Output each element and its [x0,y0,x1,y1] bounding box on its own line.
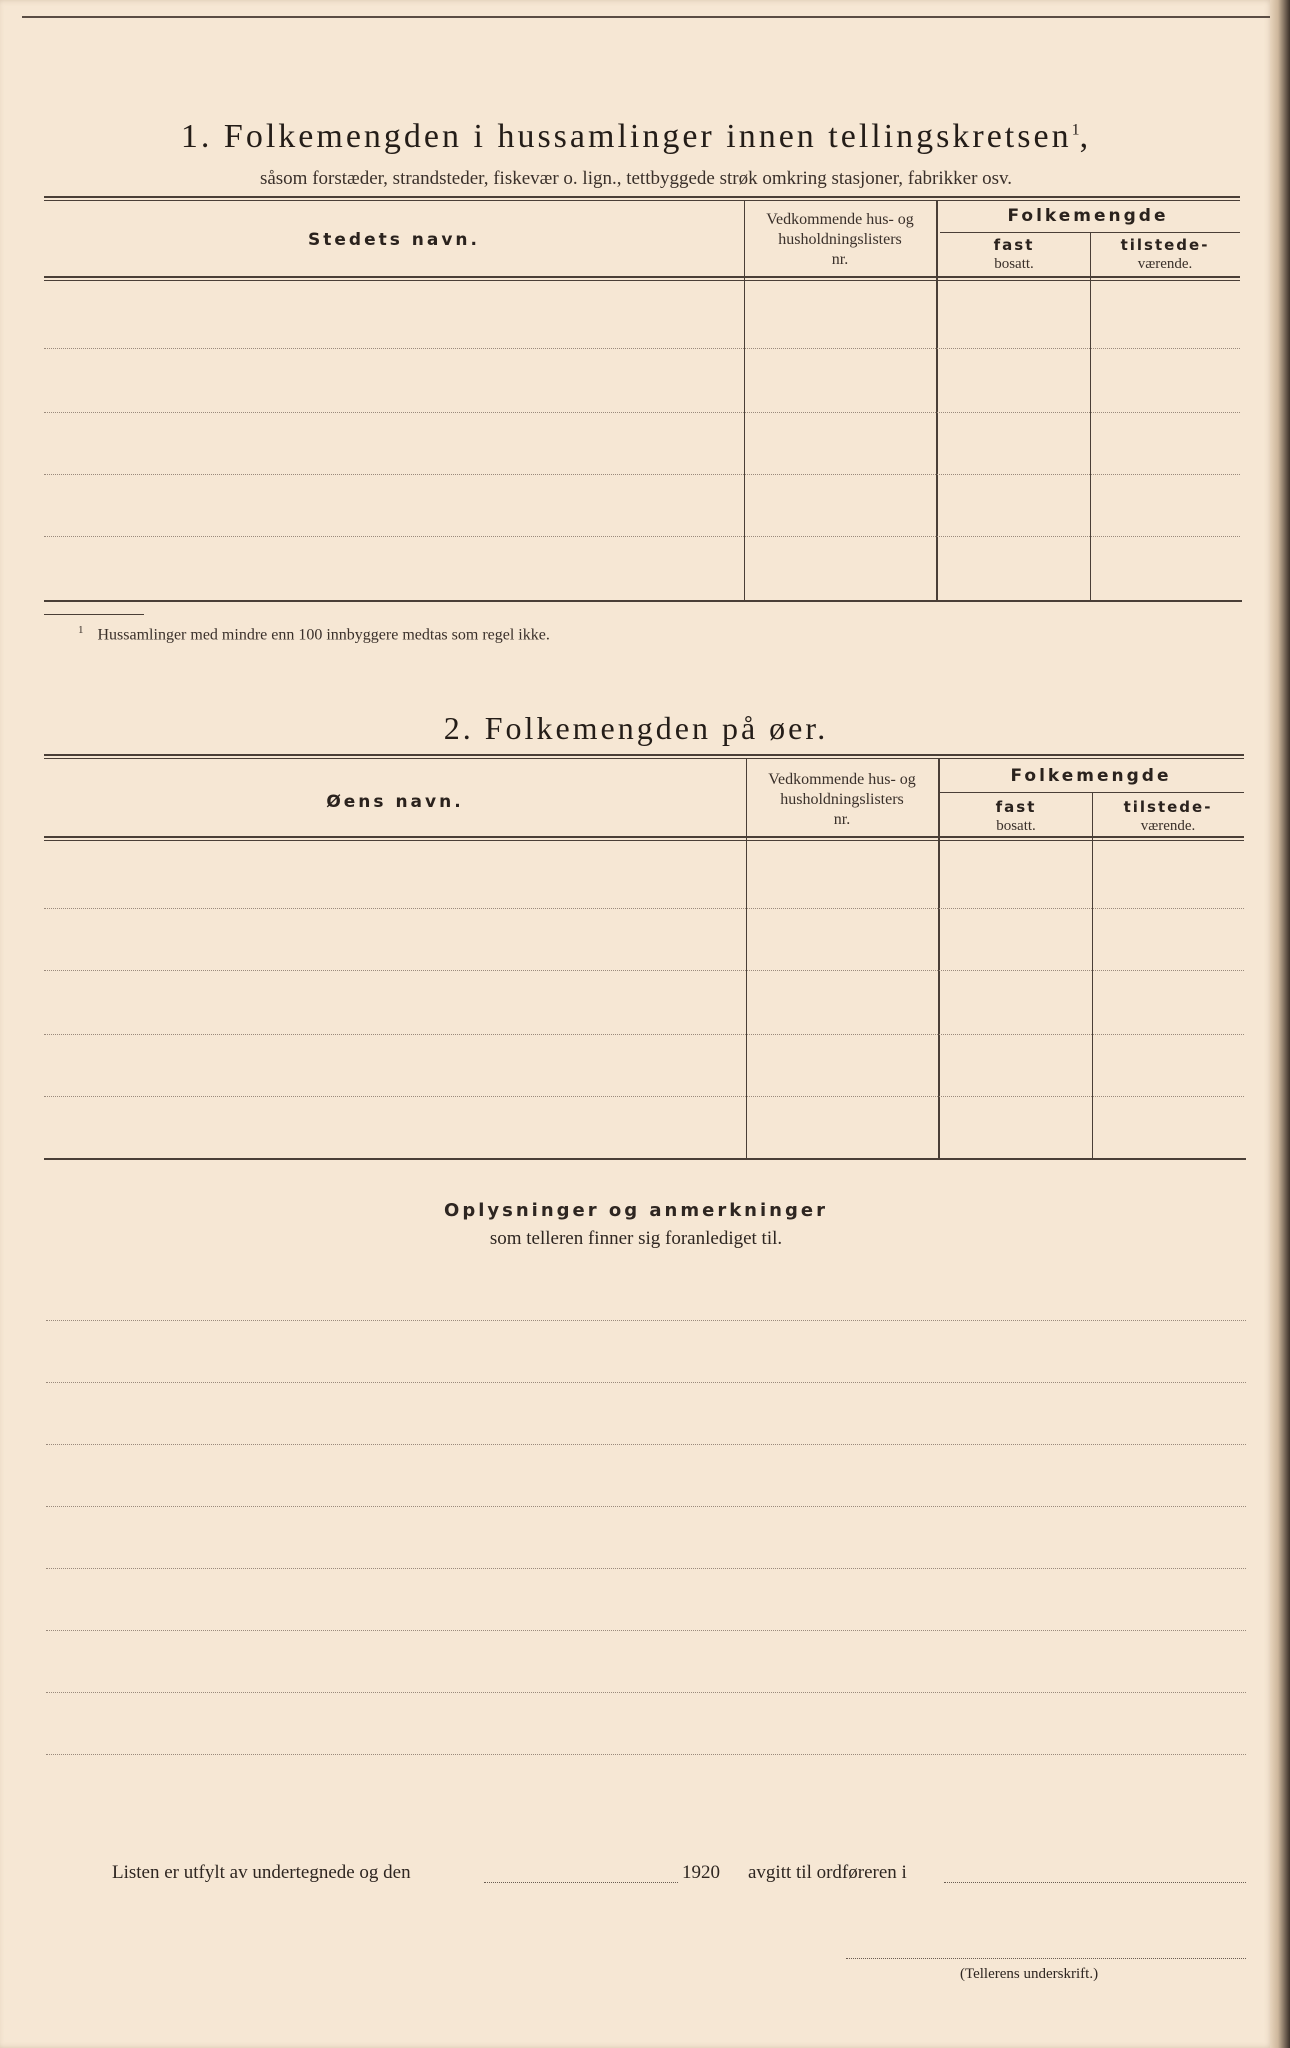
footnote: $^1$ Hussamlinger med mindre enn 100 innbyggere medtas som regel ikke. [78,624,550,644]
section1-title: 1. Folkemengden i hussamlinger innen tellingskretsen$^1$, [180,118,1092,155]
signature-prefix: Listen er utfylt av undertegnede og den [112,1862,411,1883]
top-border-line [22,16,1272,18]
col-header-island-name: Øens navn. [326,792,464,812]
col-header-list-number: Vedkommende hus- og husholdningslisters nr. [766,211,914,268]
col-header-resident: fast [993,236,1035,254]
col-subheader-resident: bosatt. [994,256,1034,272]
col-header-present: tilstede- [1120,236,1210,254]
signature-label: (Tellerens underskrift.) [960,1966,1099,1982]
signature-year: 1920 [682,1862,720,1883]
section2-title: 2. Folkemengden på øer. [443,710,829,746]
col-subheader-present-2: værende. [1140,818,1196,834]
remarks-title: Oplysninger og anmerkninger [444,1200,828,1221]
section1-subtitle: såsom forstæder, strandsteder, fiskevær o. lign., tettbyggede strøk omkring stasjoner, fabrikker osv. [259,168,1013,189]
col-header-present-2: tilstede- [1123,798,1213,816]
col-header-population: Folkemengde [1007,206,1169,226]
col-header-population-2: Folkemengde [1010,766,1172,786]
signature-field-line[interactable] [846,1958,1246,1959]
page-edge [1270,0,1290,2048]
col-header-list-number-2: Vedkommende hus- og husholdningslisters nr. [768,771,916,828]
signature-middle: avgitt til ordføreren i [748,1862,907,1883]
col-subheader-present: værende. [1137,256,1193,272]
col-header-resident-2: fast [995,798,1037,816]
footnote-ref: 1 [1071,121,1080,139]
remarks-subtitle: som telleren finner sig foranlediget til. [489,1228,783,1249]
col-subheader-resident-2: bosatt. [996,818,1036,834]
date-field-line[interactable] [484,1882,678,1883]
footnote-rule [44,614,144,615]
municipality-field-line[interactable] [944,1882,1246,1883]
col-header-place-name: Stedets navn. [308,230,480,250]
